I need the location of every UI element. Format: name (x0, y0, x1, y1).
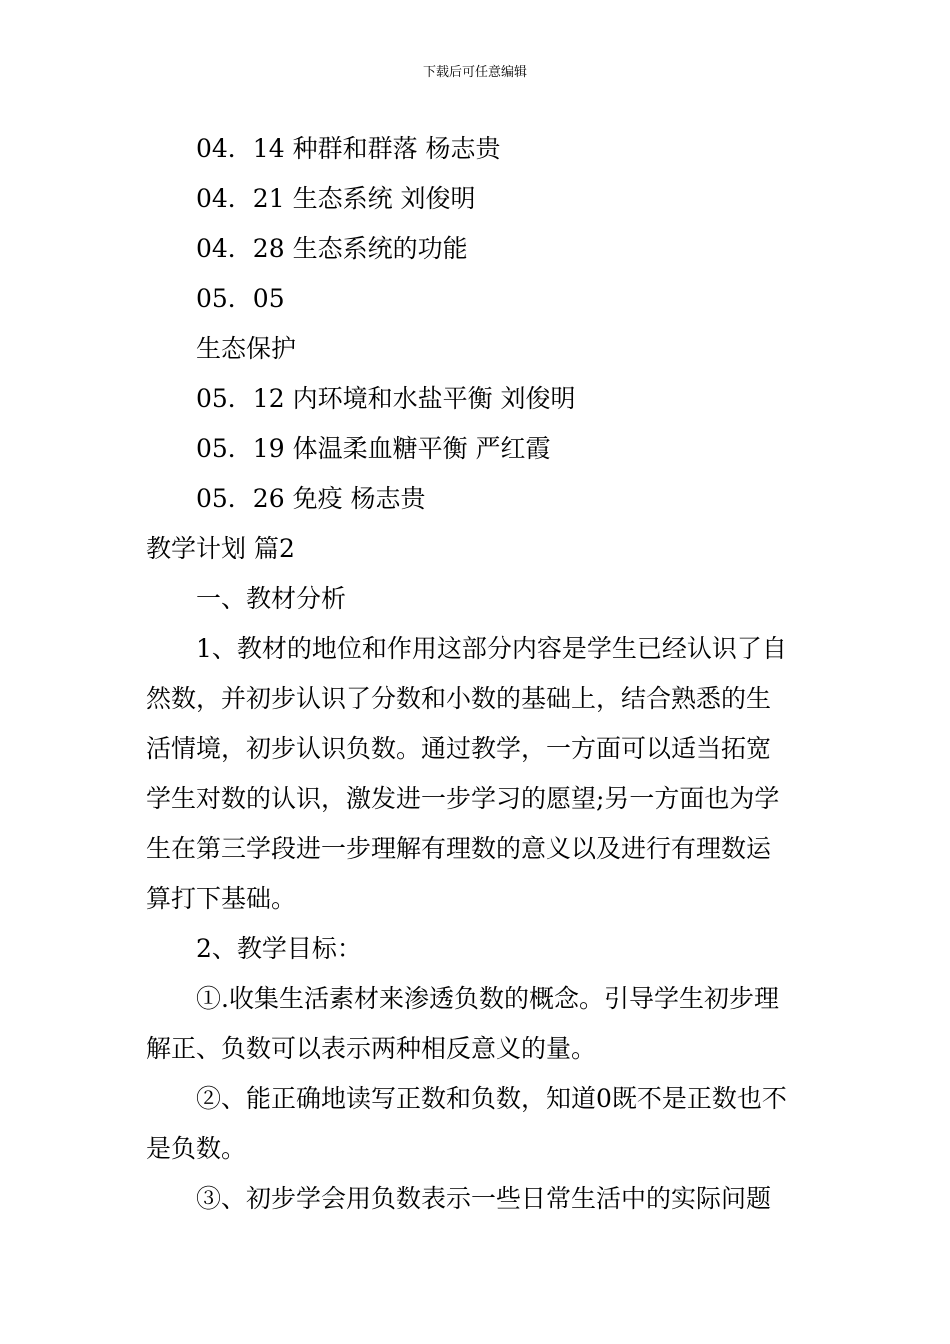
schedule-item: 05．12 内环境和水盐平衡 刘俊明 (196, 384, 576, 413)
schedule-item: 04．14 种群和群落 杨志贵 (196, 134, 501, 163)
schedule-item: 05．05 (196, 284, 285, 313)
goal-line: ②、能正确地读写正数和负数，知道0既不是正数也不 (196, 1084, 787, 1113)
heading-textbook-analysis: 一、教材分析 (196, 584, 347, 613)
paragraph-line: 生在第三学段进一步理解有理数的意义以及进行有理数运 (146, 834, 772, 863)
goal-line: ③、初步学会用负数表示一些日常生活中的实际问题 (196, 1184, 772, 1213)
paragraph-line: 1、教材的地位和作用这部分内容是学生已经认识了自 (196, 634, 787, 663)
schedule-item: 05．19 体温柔血糖平衡 严红霞 (196, 434, 551, 463)
goal-line: ①.收集生活素材来渗透负数的概念。引导学生初步理 (196, 984, 779, 1013)
goal-line: 是负数。 (146, 1134, 247, 1163)
schedule-item: 05．26 免疫 杨志贵 (196, 484, 426, 513)
section-title: 教学计划 篇2 (146, 534, 295, 563)
paragraph-line: 学生对数的认识，激发进一步学习的愿望;另一方面也为学 (146, 784, 780, 813)
schedule-item: 生态保护 (196, 334, 297, 363)
paragraph-line: 活情境，初步认识负数。通过教学，一方面可以适当拓宽 (146, 734, 772, 763)
schedule-item: 04．28 生态系统的功能 (196, 234, 468, 263)
heading-teaching-goals: 2、教学目标： (196, 934, 362, 963)
page-header-note: 下载后可任意编辑 (422, 65, 527, 80)
goal-line: 解正、负数可以表示两种相反意义的量。 (146, 1034, 597, 1063)
paragraph-line: 然数，并初步认识了分数和小数的基础上，结合熟悉的生 (146, 684, 772, 713)
paragraph-line: 算打下基础。 (146, 884, 297, 913)
schedule-item: 04．21 生态系统 刘俊明 (196, 184, 476, 213)
